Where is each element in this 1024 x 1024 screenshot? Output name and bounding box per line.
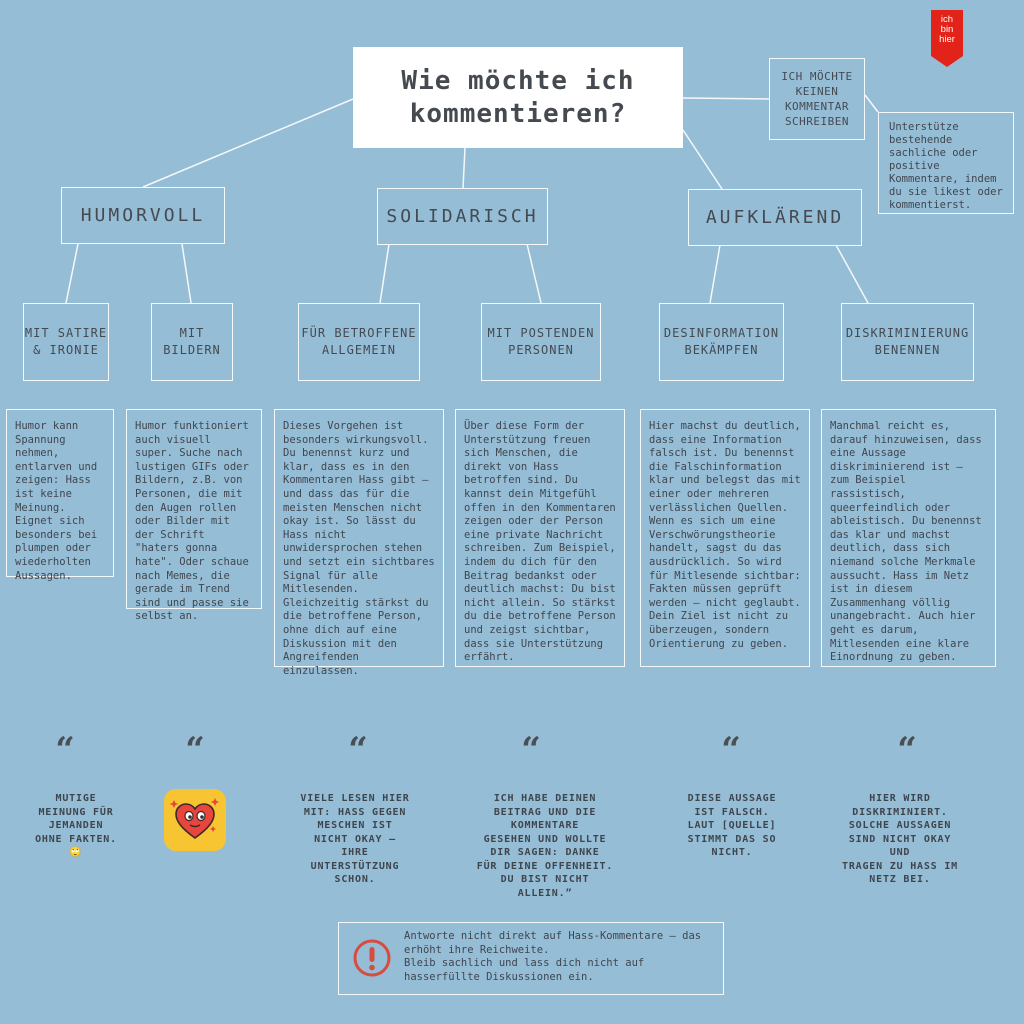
quote-icon: “ [185,730,205,770]
heart-emoji-icon [163,788,227,852]
subcategory-label: MIT POSTENDEN PERSONEN [487,326,595,357]
example-quote-postenden: ICH HABE DEINEN BEITRAG UND DIE KOMMENTARE GESEHEN UND WOLLTE DIR SAGEN: DANKE FÜR DEINE OFFENHEIT. DU BIST NICHT ALLEIN.” [476,793,614,899]
title-box [353,47,683,148]
subcategory-label: FÜR BETROFFENE ALLGEMEIN [301,326,417,357]
tip-text: Antworte nicht direkt auf Hass-Kommentare – das erhöht ihre Reichweite. Bleib sachlich und lass dich nicht auf hasserfüllte Diskussionen ein. [404,930,702,983]
subcategory-label: MIT BILDERN [163,326,221,357]
description-bildern: Humor funktioniert auch visuell super. Suche nach lustigen GIFs oder Bildern, z.B. von Personen, die mit den Augen rollen oder Bilder mit der Schrift "haters gonna hate". Oder schaue nach Memes, die gerade im Trend sind und passe sie selbst an. [126,409,262,609]
alert-icon [352,938,392,978]
quote-icon: “ [55,730,75,770]
category-label: AUFKLÄREND [705,207,845,228]
example-quote-betroffene: VIELE LESEN HIER MIT: HASS GEGEN MESCHEN IST NICHT OKAY – IHRE UNTERSTÜTZUNG SCHON. [300,793,410,885]
quote-icon: “ [721,730,741,770]
example-quote-desinformation: DIESE AUSSAGE IST FALSCH. LAUT [QUELLE] STIMMT DAS SO NICHT. [687,793,777,858]
description-betroffene: Dieses Vorgehen ist besonders wirkungsvoll. Du benennst kurz und klar, dass es in den Kommentaren Hass gibt – und dass das für die meisten Menschen nicht okay ist. So lässt du Hass nicht unwidersprochen stehen und setzt ein sichtbares Signal für alle Mitlesenden. Gleichzeitig stärkst du die betroffene Person, ohne dich auf eine Diskussion mit den Angreifenden einzulassen. [274,409,444,667]
subcategory-label: DESINFORMATION BEKÄMPFEN [663,326,780,357]
category-label: HUMORVOLL [80,205,206,226]
example-quote-satire: MUTIGE MEINUNG FÜR JEMANDEN OHNE FAKTEN. 🙄 [35,793,117,858]
no-comment-label: ICH MÖCHTE KEINEN KOMMENTAR SCHREIBEN [781,70,853,128]
description-desinformation: Hier machst du deutlich, dass eine Information falsch ist. Du benennst die Falschinformation klar und belegst das mit einer oder mehreren verlässlichen Quellen. Wenn es sich um eine Verschwörungstheorie handelt, sagst du das ausdrücklich. So wird für Mitlesende sichtbar: Fakten müssen geprüft werden – nicht geglaubt. Dein Ziel ist nicht zu überzeugen, sondern Orientierung zu geben. [640,409,810,667]
subcategory-postenden [481,303,601,381]
no-comment-option [769,58,865,140]
subcategory-bildern [151,303,233,381]
logo-text: ich bin hier [939,14,955,45]
quote-icon: “ [897,730,917,770]
quote-icon: “ [348,730,368,770]
category-label: SOLIDARISCH [386,206,539,227]
subcategory-satire [23,303,109,381]
category-solidarisch [377,188,548,245]
subcategory-label: DISKRIMINIERUNG BENENNEN [845,326,970,357]
subcategory-betroffene [298,303,420,381]
category-humorvoll [61,187,225,244]
page-title: Wie möchte ich kommentieren? [401,65,635,129]
subcategory-desinformation [659,303,784,381]
category-aufklaerend [688,189,862,246]
subcategory-label: MIT SATIRE & IRONIE [24,326,108,357]
description-satire: Humor kann Spannung nehmen, entlarven und zeigen: Hass ist keine Meinung. Eignet sich besonders bei plumpen oder wiederholten Aussagen. [6,409,114,577]
no-comment-description: Unterstütze bestehende sachliche oder positive Kommentare, indem du sie likest oder kommentierst. [878,112,1014,214]
example-quote-diskriminierung: HIER WIRD DISKRIMINIERT. SOLCHE AUSSAGEN SIND NICHT OKAY UND TRAGEN ZU HASS IM NETZ BEI. [842,793,958,885]
description-postenden: Über diese Form der Unterstützung freuen sich Menschen, die direkt von Hass betroffen sind. Du kannst dein Mitgefühl offen in den Kommentaren zeigen oder der Person eine private Nachricht schreiben. Zum Beispiel, indem du dich für den Beitrag bedankst oder deutlich machst: Du bist nicht allein. So stärkst du die betroffene Person und zeigst sichtbar, dass sie Unterstützung erfährt. [455,409,625,667]
subcategory-diskriminierung [841,303,974,381]
description-diskriminierung: Manchmal reicht es, darauf hinzuweisen, dass eine Aussage diskriminierend ist – zum Beispiel rassistisch, queerfeindlich oder ableistisch. Du benennst das klar und machst deutlich, dass sich niemand solche Merkmale aussucht. Hass im Netz ist in diesem Zusammenhang völlig unangebracht. Auch hier geht es darum, Mitlesenden eine klare Einordnung zu geben. [821,409,996,667]
quote-icon: “ [521,730,541,770]
